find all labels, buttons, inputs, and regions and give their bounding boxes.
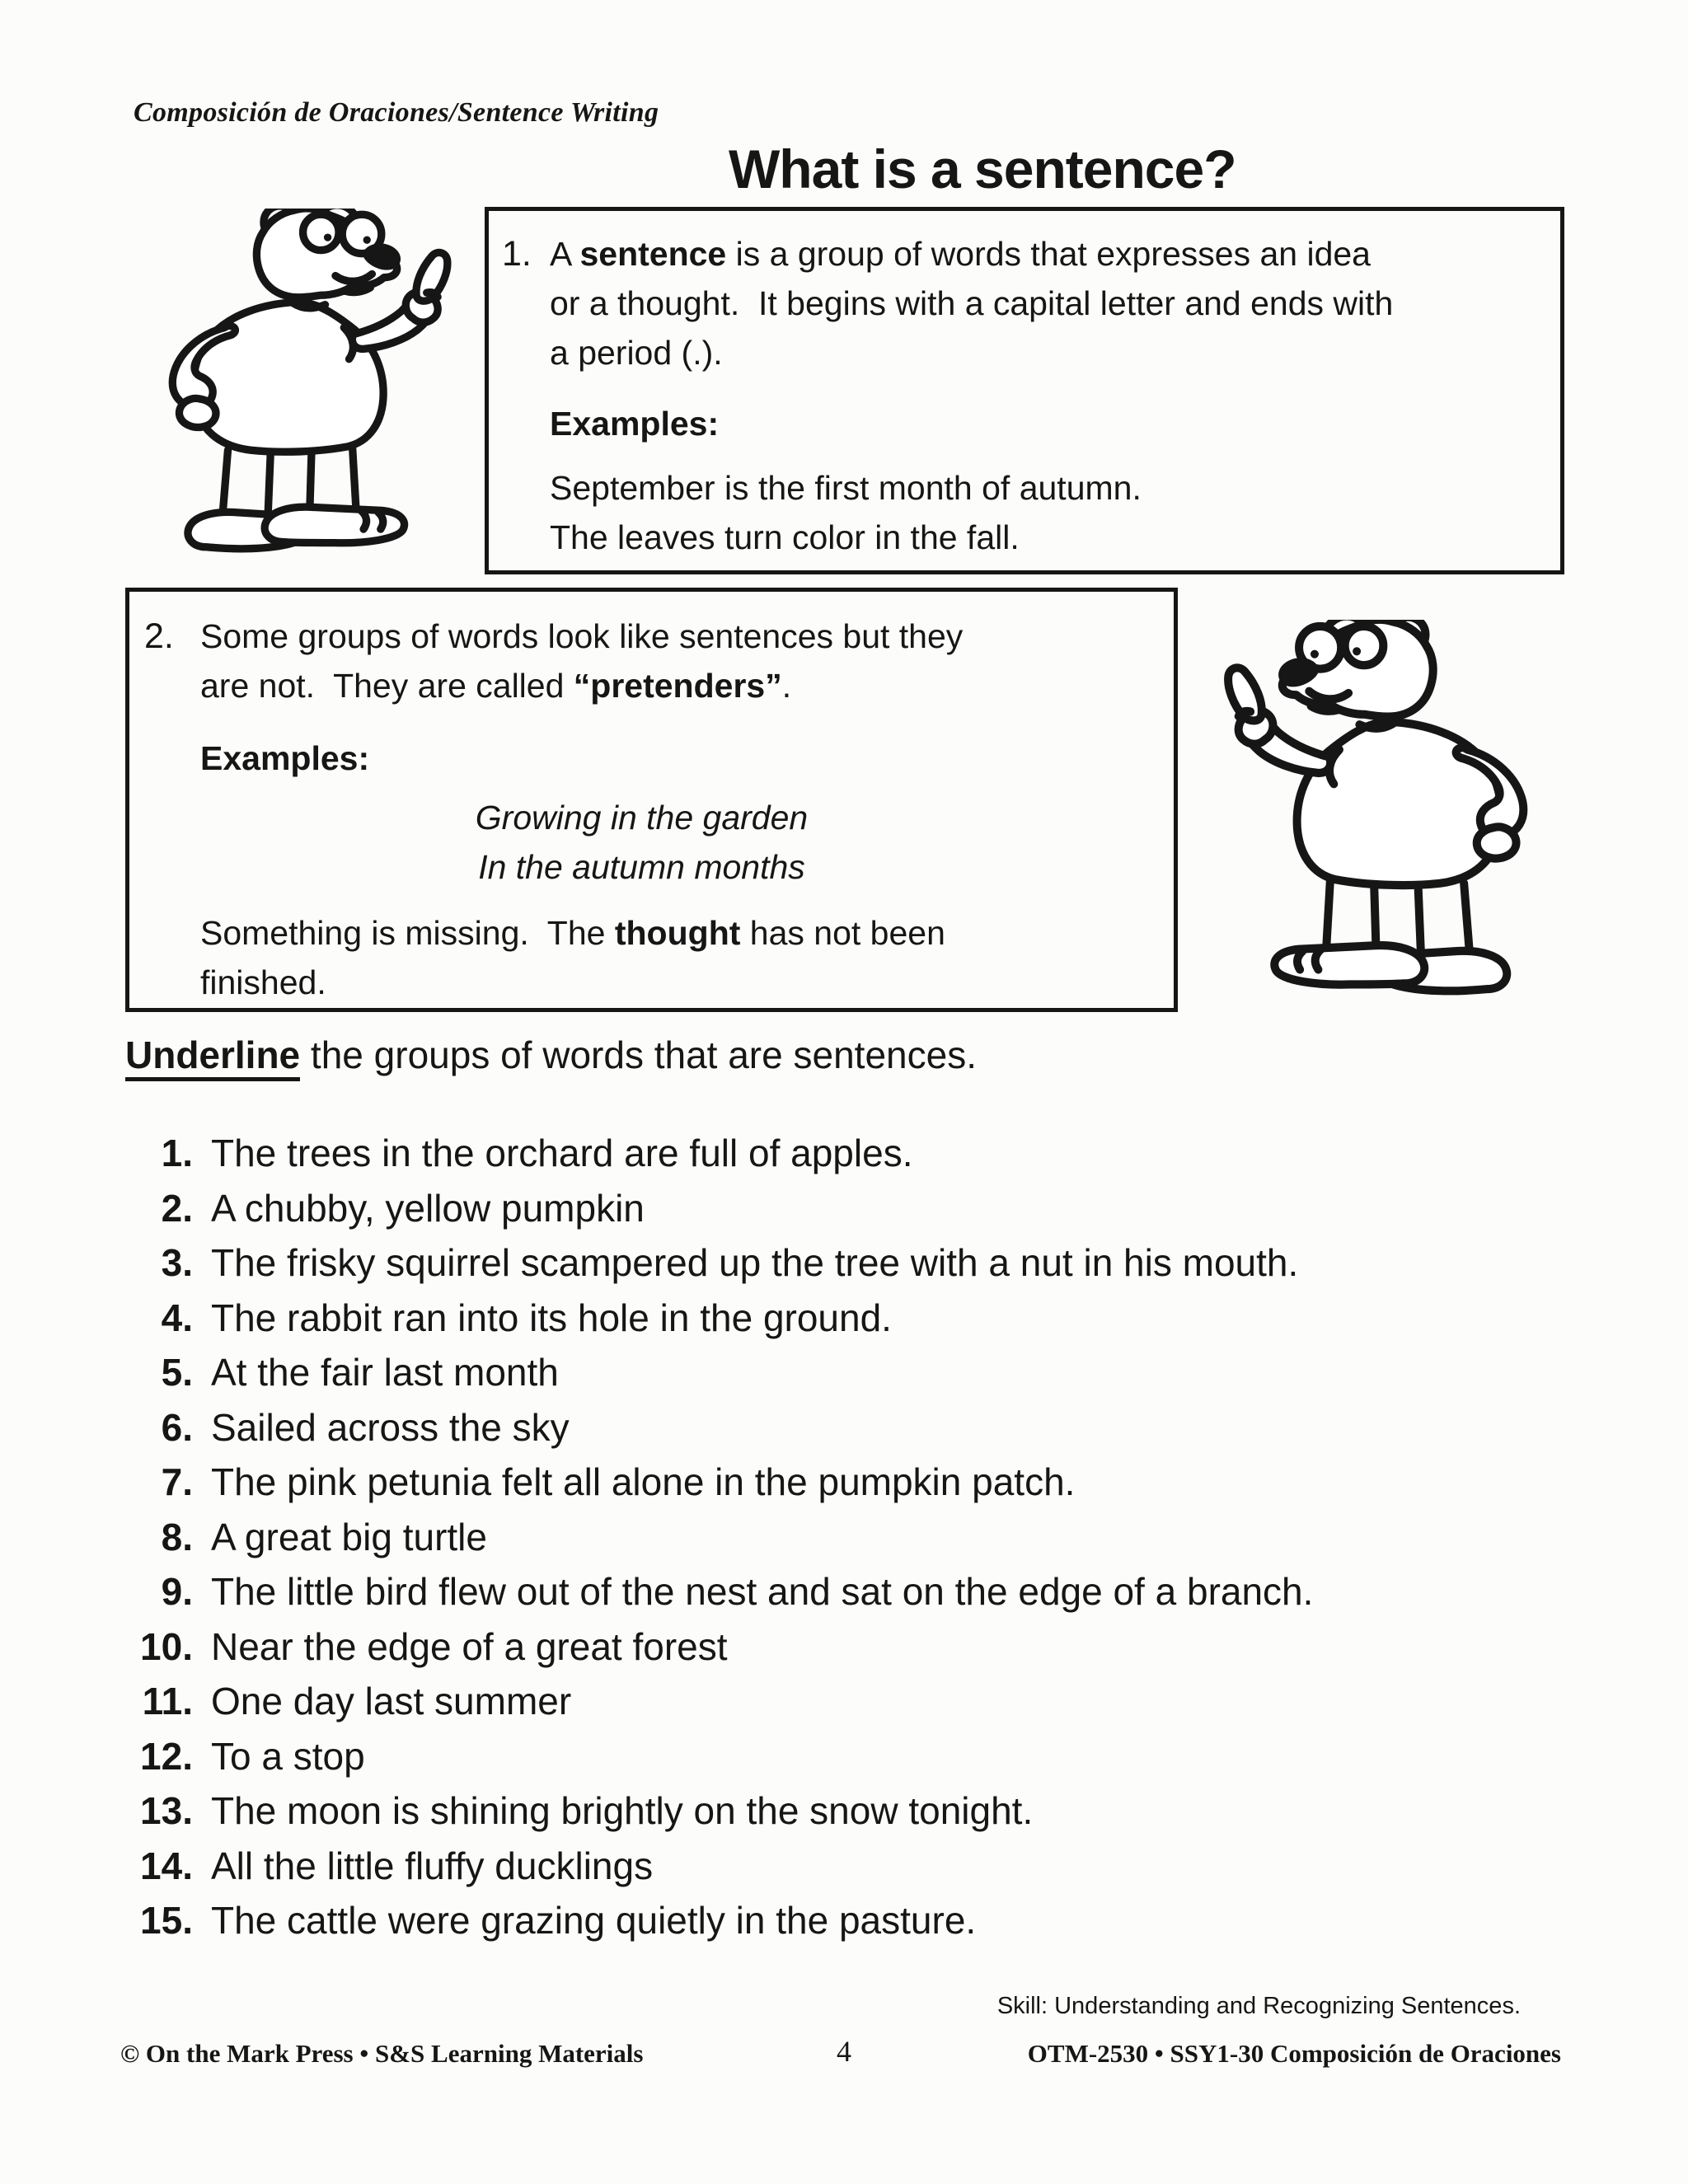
list-item: 7. The pink petunia felt all alone in the pumpkin patch. bbox=[161, 1460, 1076, 1503]
list-item: 1. The trees in the orchard are full of apples. bbox=[161, 1132, 913, 1174]
rule-1-line-3: a period (.). bbox=[550, 334, 723, 372]
list-item: 9. The little bird flew out of the nest and sat on the edge of a branch. bbox=[161, 1570, 1314, 1613]
exercise-instruction: Underline the groups of words that are sentences. bbox=[125, 1032, 977, 1080]
rule-2-closing-2: finished. bbox=[200, 963, 326, 1001]
list-item: 2. A chubby, yellow pumpkin bbox=[161, 1186, 645, 1230]
rule-1-line-1: A sentence is a group of words that expresses an idea bbox=[550, 235, 1371, 273]
list-item: 5. At the fair last month bbox=[161, 1351, 559, 1394]
rule-2-line-2: are not. They are called “pretenders”. bbox=[200, 667, 792, 705]
pretender-example-2: In the autumn months bbox=[478, 848, 805, 886]
list-item: 12. To a stop bbox=[140, 1734, 365, 1778]
rule-2-line-1: Some groups of words look like sentences but they bbox=[200, 617, 964, 655]
bold-term-sentence: sentence bbox=[579, 235, 727, 273]
list-item: 15. The cattle were grazing quietly in the pasture. bbox=[140, 1899, 977, 1942]
bear-mascot-left-icon bbox=[168, 209, 458, 553]
rule-1-number: 1. bbox=[502, 234, 532, 274]
worksheet-series-header: Composición de Oraciones/Sentence Writing bbox=[134, 97, 659, 128]
underline-keyword: Underline bbox=[125, 1033, 300, 1081]
bold-term-pretenders: “pretenders” bbox=[573, 667, 782, 705]
list-item: 10. Near the edge of a great forest bbox=[140, 1624, 728, 1668]
list-item: 14. All the little fluffy ducklings bbox=[140, 1844, 654, 1887]
rule-1-line-2: or a thought. It begins with a capital letter and ends with bbox=[550, 284, 1394, 322]
pretender-example-1: Growing in the garden bbox=[475, 799, 809, 837]
rule-box-1 bbox=[485, 207, 1564, 574]
exercise-list bbox=[122, 1131, 1606, 1953]
page-title: What is a sentence? bbox=[729, 138, 1236, 199]
example-sentence-1: September is the first month of autumn. bbox=[550, 469, 1142, 507]
skill-note: Skill: Understanding and Recognizing Sentences. bbox=[996, 1993, 1521, 2019]
examples-label: Examples: bbox=[550, 405, 720, 443]
list-item: 6. Sailed across the sky bbox=[161, 1405, 570, 1449]
list-item: 11. One day last summer bbox=[142, 1680, 572, 1722]
example-sentence-2: The leaves turn color in the fall. bbox=[550, 518, 1020, 556]
list-item: 13. The moon is shining brightly on the snow tonight. bbox=[140, 1789, 1034, 1832]
list-item: 8. A great big turtle bbox=[161, 1515, 487, 1558]
page-number: 4 bbox=[837, 2035, 851, 2068]
rule-box-2 bbox=[125, 588, 1178, 1012]
rule-2-number: 2. bbox=[144, 616, 174, 656]
rule-2-closing-1: Something is missing. The thought has not been bbox=[200, 914, 945, 952]
footer-product-code: OTM-2530 • SSY1-30 Composición de Oraciones bbox=[1027, 2039, 1561, 2068]
bold-term-thought: thought bbox=[614, 914, 741, 952]
list-item: 4. The rabbit ran into its hole in the ground. bbox=[161, 1296, 892, 1339]
examples-label: Examples: bbox=[200, 739, 370, 777]
list-item: 3. The frisky squirrel scampered up the tree with a nut in his mouth. bbox=[161, 1241, 1299, 1284]
bear-mascot-right-icon bbox=[1217, 620, 1528, 996]
footer-copyright: © On the Mark Press • S&S Learning Materials bbox=[120, 2039, 644, 2068]
